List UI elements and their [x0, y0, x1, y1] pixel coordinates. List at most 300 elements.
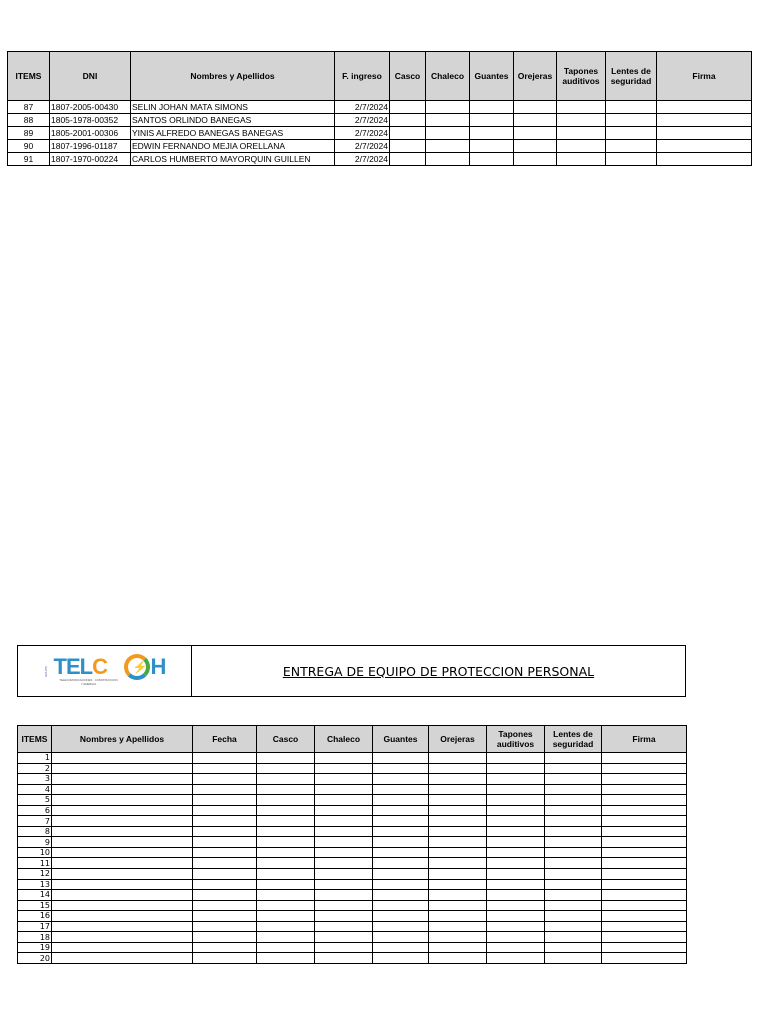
- orejeras-cell[interactable]: [514, 140, 557, 153]
- chaleco-cell[interactable]: [315, 753, 373, 764]
- fecha-cell[interactable]: [193, 763, 257, 774]
- col-casco: Casco: [390, 52, 426, 101]
- orejeras-cell[interactable]: [429, 900, 487, 911]
- fecha-cell[interactable]: [193, 900, 257, 911]
- firma-cell[interactable]: [602, 763, 687, 774]
- table-row: [18, 805, 687, 816]
- tapones-cell[interactable]: [487, 911, 545, 922]
- guantes-cell[interactable]: [373, 774, 429, 785]
- guantes-cell[interactable]: [373, 911, 429, 922]
- tapones-cell[interactable]: [487, 816, 545, 827]
- chaleco-cell[interactable]: [315, 858, 373, 869]
- chaleco-cell[interactable]: [315, 942, 373, 953]
- firma-cell[interactable]: [657, 101, 752, 114]
- col-fecha: Fecha: [193, 726, 257, 753]
- dni-cell: 1805-1978-00352: [50, 114, 131, 127]
- orejeras-cell[interactable]: [429, 879, 487, 890]
- guantes-cell[interactable]: [373, 879, 429, 890]
- casco-cell[interactable]: [257, 890, 315, 901]
- lentes-cell[interactable]: [606, 114, 657, 127]
- chaleco-cell[interactable]: [426, 101, 470, 114]
- firma-cell[interactable]: [657, 140, 752, 153]
- date-cell: 2/7/2024: [335, 140, 390, 153]
- orejeras-cell[interactable]: [514, 127, 557, 140]
- fecha-cell[interactable]: [193, 858, 257, 869]
- item-number: 5: [18, 795, 52, 806]
- table-row: [18, 942, 687, 953]
- name-cell[interactable]: [52, 763, 193, 774]
- guantes-cell[interactable]: [470, 114, 514, 127]
- lentes-cell[interactable]: [606, 153, 657, 166]
- tapones-cell[interactable]: [487, 932, 545, 943]
- guantes-cell[interactable]: [373, 784, 429, 795]
- casco-cell[interactable]: [257, 942, 315, 953]
- lentes-cell[interactable]: [545, 816, 602, 827]
- item-number: 91: [8, 153, 50, 166]
- lentes-cell[interactable]: [545, 942, 602, 953]
- firma-cell[interactable]: [602, 816, 687, 827]
- casco-cell[interactable]: [257, 921, 315, 932]
- chaleco-cell[interactable]: [315, 763, 373, 774]
- col-dni: DNI: [50, 52, 131, 101]
- name-cell[interactable]: [52, 858, 193, 869]
- item-number: 88: [8, 114, 50, 127]
- chaleco-cell[interactable]: [315, 784, 373, 795]
- lentes-cell[interactable]: [545, 932, 602, 943]
- orejeras-cell[interactable]: [429, 753, 487, 764]
- orejeras-cell[interactable]: [429, 953, 487, 964]
- item-number: 90: [8, 140, 50, 153]
- item-number: 4: [18, 784, 52, 795]
- casco-cell[interactable]: [257, 805, 315, 816]
- fecha-cell[interactable]: [193, 911, 257, 922]
- lentes-cell[interactable]: [606, 127, 657, 140]
- table-row: [18, 932, 687, 943]
- name-cell[interactable]: [52, 753, 193, 764]
- form-header: [17, 645, 686, 697]
- guantes-cell[interactable]: [373, 932, 429, 943]
- table-row: [18, 869, 687, 880]
- name-cell[interactable]: [52, 869, 193, 880]
- fecha-cell[interactable]: [193, 890, 257, 901]
- guantes-cell[interactable]: [373, 816, 429, 827]
- table-row: [18, 900, 687, 911]
- col-nombres: Nombres y Apellidos: [52, 726, 193, 753]
- lentes-cell[interactable]: [545, 847, 602, 858]
- employee-table: [7, 51, 752, 166]
- orejeras-cell[interactable]: [429, 911, 487, 922]
- guantes-cell[interactable]: [373, 900, 429, 911]
- guantes-cell[interactable]: [373, 869, 429, 880]
- table-row: [8, 101, 752, 114]
- name-cell[interactable]: [52, 774, 193, 785]
- firma-cell[interactable]: [602, 879, 687, 890]
- tapones-cell[interactable]: [487, 805, 545, 816]
- dni-cell: 1807-2005-00430: [50, 101, 131, 114]
- casco-cell[interactable]: [257, 869, 315, 880]
- orejeras-cell[interactable]: [429, 869, 487, 880]
- name-cell[interactable]: [52, 921, 193, 932]
- name-cell[interactable]: [52, 953, 193, 964]
- col-items: ITEMS: [8, 52, 50, 101]
- fecha-cell[interactable]: [193, 932, 257, 943]
- firma-cell[interactable]: [602, 753, 687, 764]
- casco-cell[interactable]: [257, 763, 315, 774]
- col-ingreso: F. ingreso: [335, 52, 390, 101]
- guantes-cell[interactable]: [373, 890, 429, 901]
- logo-brand-h: H: [150, 654, 166, 679]
- logo-ring-icon: [124, 654, 150, 680]
- orejeras-cell[interactable]: [514, 101, 557, 114]
- firma-cell[interactable]: [657, 127, 752, 140]
- col-firma: Firma: [602, 726, 687, 753]
- chaleco-cell[interactable]: [315, 900, 373, 911]
- orejeras-cell[interactable]: [429, 795, 487, 806]
- firma-cell[interactable]: [602, 942, 687, 953]
- tapones-cell[interactable]: [487, 921, 545, 932]
- fecha-cell[interactable]: [193, 921, 257, 932]
- logo-brand-c: C: [92, 654, 107, 679]
- guantes-cell[interactable]: [373, 953, 429, 964]
- item-number: 18: [18, 932, 52, 943]
- item-number: 9: [18, 837, 52, 848]
- date-cell: 2/7/2024: [335, 127, 390, 140]
- orejeras-cell[interactable]: [514, 153, 557, 166]
- orejeras-cell[interactable]: [429, 784, 487, 795]
- firma-cell[interactable]: [602, 805, 687, 816]
- casco-cell[interactable]: [257, 826, 315, 837]
- lentes-cell[interactable]: [545, 837, 602, 848]
- name-cell[interactable]: [52, 932, 193, 943]
- orejeras-cell[interactable]: [429, 890, 487, 901]
- tapones-cell[interactable]: [487, 847, 545, 858]
- firma-cell[interactable]: [602, 847, 687, 858]
- chaleco-cell[interactable]: [315, 953, 373, 964]
- chaleco-cell[interactable]: [315, 847, 373, 858]
- table-row: [18, 795, 687, 806]
- casco-cell[interactable]: [257, 816, 315, 827]
- lentes-cell[interactable]: [545, 911, 602, 922]
- firma-cell[interactable]: [602, 921, 687, 932]
- table-row: [18, 858, 687, 869]
- tapones-cell[interactable]: [487, 837, 545, 848]
- lentes-cell[interactable]: [606, 101, 657, 114]
- casco-cell[interactable]: [390, 140, 426, 153]
- fecha-cell[interactable]: [193, 753, 257, 764]
- logo-side-text: GRUPO: [43, 665, 48, 677]
- casco-cell[interactable]: [257, 795, 315, 806]
- lentes-cell[interactable]: [606, 140, 657, 153]
- orejeras-cell[interactable]: [429, 774, 487, 785]
- lentes-cell[interactable]: [545, 858, 602, 869]
- item-number: 13: [18, 879, 52, 890]
- firma-cell[interactable]: [602, 890, 687, 901]
- table-row: [18, 826, 687, 837]
- orejeras-cell[interactable]: [429, 942, 487, 953]
- orejeras-cell[interactable]: [429, 837, 487, 848]
- name-cell[interactable]: [52, 795, 193, 806]
- logo-tagline-main: TELECOMUNICACIONES · CONSTRUCCION: [59, 678, 118, 682]
- ppe-delivery-table: [17, 725, 687, 964]
- lentes-cell[interactable]: [545, 763, 602, 774]
- item-number: 17: [18, 921, 52, 932]
- logo-tagline: [54, 679, 124, 686]
- fecha-cell[interactable]: [193, 816, 257, 827]
- casco-cell[interactable]: [257, 932, 315, 943]
- tapones-cell[interactable]: [487, 869, 545, 880]
- tapones-cell[interactable]: [487, 784, 545, 795]
- chaleco-cell[interactable]: [315, 890, 373, 901]
- chaleco-cell[interactable]: [315, 932, 373, 943]
- guantes-cell[interactable]: [373, 753, 429, 764]
- name-cell: EDWIN FERNANDO MEJIA ORELLANA: [131, 140, 335, 153]
- item-number: 1: [18, 753, 52, 764]
- guantes-cell[interactable]: [373, 826, 429, 837]
- tapones-cell[interactable]: [557, 140, 606, 153]
- tapones-cell[interactable]: [487, 953, 545, 964]
- casco-cell[interactable]: [257, 847, 315, 858]
- casco-cell[interactable]: [257, 837, 315, 848]
- firma-cell[interactable]: [602, 784, 687, 795]
- tapones-cell[interactable]: [557, 101, 606, 114]
- name-cell[interactable]: [52, 942, 193, 953]
- casco-cell[interactable]: [257, 774, 315, 785]
- firma-cell[interactable]: [602, 774, 687, 785]
- fecha-cell[interactable]: [193, 784, 257, 795]
- ppe-table-body: [18, 753, 687, 964]
- lentes-cell[interactable]: [545, 869, 602, 880]
- name-cell[interactable]: [52, 837, 193, 848]
- orejeras-cell[interactable]: [429, 932, 487, 943]
- chaleco-cell[interactable]: [315, 879, 373, 890]
- fecha-cell[interactable]: [193, 879, 257, 890]
- chaleco-cell[interactable]: [315, 911, 373, 922]
- casco-cell[interactable]: [390, 101, 426, 114]
- casco-cell[interactable]: [257, 900, 315, 911]
- orejeras-cell[interactable]: [429, 805, 487, 816]
- guantes-cell[interactable]: [470, 127, 514, 140]
- name-cell[interactable]: [52, 805, 193, 816]
- chaleco-cell[interactable]: [315, 816, 373, 827]
- firma-cell[interactable]: [602, 900, 687, 911]
- chaleco-cell[interactable]: [426, 153, 470, 166]
- chaleco-cell[interactable]: [315, 795, 373, 806]
- firma-cell[interactable]: [602, 932, 687, 943]
- chaleco-cell[interactable]: [426, 140, 470, 153]
- name-cell[interactable]: [52, 911, 193, 922]
- orejeras-cell[interactable]: [429, 921, 487, 932]
- item-number: 20: [18, 953, 52, 964]
- guantes-cell[interactable]: [373, 805, 429, 816]
- table-row: [18, 847, 687, 858]
- guantes-cell[interactable]: [373, 763, 429, 774]
- lentes-cell[interactable]: [545, 826, 602, 837]
- firma-cell[interactable]: [602, 837, 687, 848]
- logo-brand-text: [54, 655, 107, 679]
- col-tapones: Tapones auditivos: [487, 726, 545, 753]
- casco-cell[interactable]: [390, 127, 426, 140]
- employee-table-header: [8, 52, 752, 101]
- col-nombres: Nombres y Apellidos: [131, 52, 335, 101]
- guantes-cell[interactable]: [373, 921, 429, 932]
- casco-cell[interactable]: [257, 784, 315, 795]
- table-row: [18, 763, 687, 774]
- logo-tagline-sub: Y ENERGIA: [80, 681, 97, 686]
- table-row: [18, 921, 687, 932]
- name-cell: CARLOS HUMBERTO MAYORQUIN GUILLEN: [131, 153, 335, 166]
- fecha-cell[interactable]: [193, 837, 257, 848]
- name-cell[interactable]: [52, 816, 193, 827]
- lentes-cell[interactable]: [545, 900, 602, 911]
- name-cell[interactable]: [52, 900, 193, 911]
- firma-cell[interactable]: [602, 795, 687, 806]
- chaleco-cell[interactable]: [315, 774, 373, 785]
- firma-cell[interactable]: [602, 911, 687, 922]
- table-row: [8, 127, 752, 140]
- lentes-cell[interactable]: [545, 795, 602, 806]
- col-orejeras: Orejeras: [514, 52, 557, 101]
- item-number: 16: [18, 911, 52, 922]
- table-row: [18, 879, 687, 890]
- lightning-icon: ⚡: [132, 660, 148, 674]
- col-guantes: Guantes: [373, 726, 429, 753]
- chaleco-cell[interactable]: [315, 921, 373, 932]
- tapones-cell[interactable]: [557, 114, 606, 127]
- table-row: [8, 153, 752, 166]
- chaleco-cell[interactable]: [315, 869, 373, 880]
- col-lentes: Lentes de seguridad: [545, 726, 602, 753]
- fecha-cell[interactable]: [193, 847, 257, 858]
- guantes-cell[interactable]: [373, 795, 429, 806]
- firma-cell[interactable]: [602, 869, 687, 880]
- guantes-cell[interactable]: [373, 942, 429, 953]
- casco-cell[interactable]: [257, 953, 315, 964]
- firma-cell[interactable]: [602, 858, 687, 869]
- col-orejeras: Orejeras: [429, 726, 487, 753]
- orejeras-cell[interactable]: [429, 858, 487, 869]
- casco-cell[interactable]: [257, 879, 315, 890]
- guantes-cell[interactable]: [470, 101, 514, 114]
- fecha-cell[interactable]: [193, 805, 257, 816]
- name-cell[interactable]: [52, 826, 193, 837]
- firma-cell[interactable]: [657, 114, 752, 127]
- chaleco-cell[interactable]: [315, 826, 373, 837]
- tapones-cell[interactable]: [557, 127, 606, 140]
- lentes-cell[interactable]: [545, 890, 602, 901]
- item-number: 11: [18, 858, 52, 869]
- tapones-cell[interactable]: [557, 153, 606, 166]
- firma-cell[interactable]: [657, 153, 752, 166]
- fecha-cell[interactable]: [193, 869, 257, 880]
- fecha-cell[interactable]: [193, 774, 257, 785]
- tapones-cell[interactable]: [487, 795, 545, 806]
- table-row: [8, 114, 752, 127]
- name-cell[interactable]: [52, 847, 193, 858]
- item-number: 89: [8, 127, 50, 140]
- name-cell[interactable]: [52, 879, 193, 890]
- logo-cell: [18, 646, 192, 697]
- orejeras-cell[interactable]: [514, 114, 557, 127]
- casco-cell[interactable]: [257, 911, 315, 922]
- fecha-cell[interactable]: [193, 826, 257, 837]
- table-row: [8, 140, 752, 153]
- casco-cell[interactable]: [390, 153, 426, 166]
- chaleco-cell[interactable]: [426, 127, 470, 140]
- tapones-cell[interactable]: [487, 753, 545, 764]
- fecha-cell[interactable]: [193, 942, 257, 953]
- casco-cell[interactable]: [257, 753, 315, 764]
- lentes-cell[interactable]: [545, 879, 602, 890]
- lentes-cell[interactable]: [545, 953, 602, 964]
- chaleco-cell[interactable]: [315, 837, 373, 848]
- orejeras-cell[interactable]: [429, 816, 487, 827]
- guantes-cell[interactable]: [373, 847, 429, 858]
- orejeras-cell[interactable]: [429, 826, 487, 837]
- item-number: 2: [18, 763, 52, 774]
- orejeras-cell[interactable]: [429, 763, 487, 774]
- col-chaleco: Chaleco: [426, 52, 470, 101]
- casco-cell[interactable]: [390, 114, 426, 127]
- lentes-cell[interactable]: [545, 784, 602, 795]
- name-cell[interactable]: [52, 890, 193, 901]
- dni-cell: 1807-1996-01187: [50, 140, 131, 153]
- tapones-cell[interactable]: [487, 826, 545, 837]
- col-chaleco: Chaleco: [315, 726, 373, 753]
- col-items: ITEMS: [18, 726, 52, 753]
- name-cell[interactable]: [52, 784, 193, 795]
- fecha-cell[interactable]: [193, 953, 257, 964]
- lentes-cell[interactable]: [545, 805, 602, 816]
- guantes-cell[interactable]: [470, 140, 514, 153]
- tapones-cell[interactable]: [487, 879, 545, 890]
- lentes-cell[interactable]: [545, 753, 602, 764]
- item-number: 7: [18, 816, 52, 827]
- fecha-cell[interactable]: [193, 795, 257, 806]
- firma-cell[interactable]: [602, 953, 687, 964]
- firma-cell[interactable]: [602, 826, 687, 837]
- orejeras-cell[interactable]: [429, 847, 487, 858]
- tapones-cell[interactable]: [487, 890, 545, 901]
- lentes-cell[interactable]: [545, 774, 602, 785]
- tapones-cell[interactable]: [487, 763, 545, 774]
- guantes-cell[interactable]: [373, 837, 429, 848]
- guantes-cell[interactable]: [373, 858, 429, 869]
- telcoh-logo: [44, 654, 166, 688]
- date-cell: 2/7/2024: [335, 114, 390, 127]
- tapones-cell[interactable]: [487, 942, 545, 953]
- tapones-cell[interactable]: [487, 858, 545, 869]
- table-row: [18, 911, 687, 922]
- casco-cell[interactable]: [257, 858, 315, 869]
- lentes-cell[interactable]: [545, 921, 602, 932]
- table-row: [18, 753, 687, 764]
- date-cell: 2/7/2024: [335, 101, 390, 114]
- item-number: 87: [8, 101, 50, 114]
- item-number: 10: [18, 847, 52, 858]
- chaleco-cell[interactable]: [315, 805, 373, 816]
- guantes-cell[interactable]: [470, 153, 514, 166]
- item-number: 8: [18, 826, 52, 837]
- tapones-cell[interactable]: [487, 900, 545, 911]
- col-guantes: Guantes: [470, 52, 514, 101]
- table-row: [18, 784, 687, 795]
- item-number: 14: [18, 890, 52, 901]
- item-number: 19: [18, 942, 52, 953]
- date-cell: 2/7/2024: [335, 153, 390, 166]
- item-number: 6: [18, 805, 52, 816]
- tapones-cell[interactable]: [487, 774, 545, 785]
- chaleco-cell[interactable]: [426, 114, 470, 127]
